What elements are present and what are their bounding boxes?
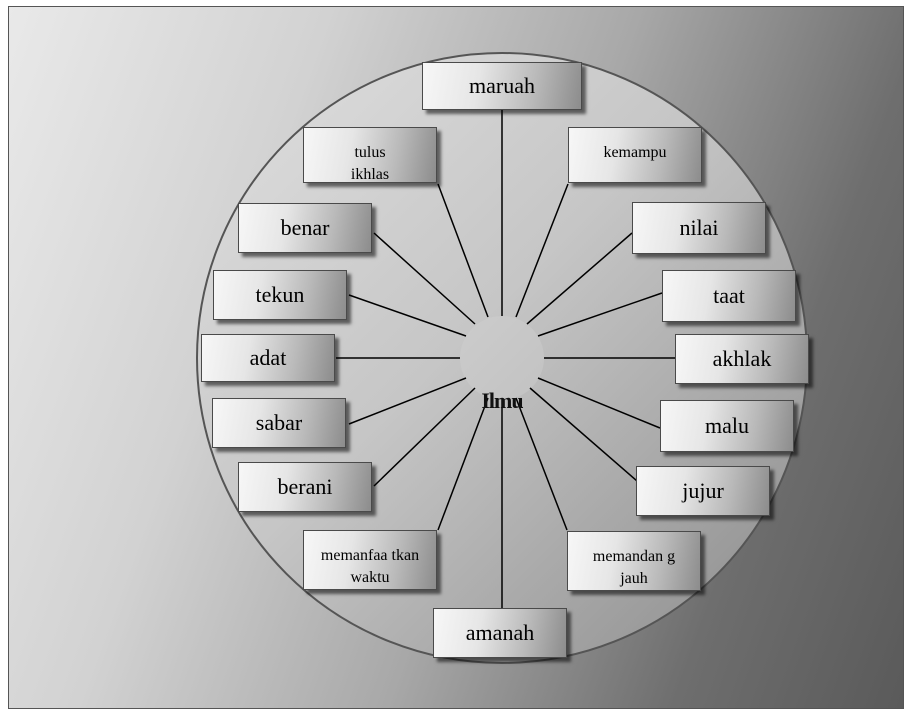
node-amanah [433, 608, 567, 658]
node-label: maruah [469, 73, 535, 98]
node-maruah [422, 62, 582, 110]
node-label: adat [249, 345, 287, 370]
node-label: nilai [679, 215, 719, 240]
node-benar [238, 203, 372, 253]
node-memandang-jauh [567, 531, 701, 591]
node-label: kemampu [603, 144, 667, 161]
node-tulus-ikhlas [303, 127, 437, 183]
node-berani [238, 462, 372, 512]
center-label: Ilmu [481, 388, 523, 413]
node-kemampuan [568, 127, 702, 183]
node-tekun [213, 270, 347, 320]
node-label: jujur [682, 478, 724, 503]
node-akhlak [675, 334, 809, 384]
node-label: akhlak [712, 346, 772, 371]
node-taat [662, 270, 796, 322]
node-malu [660, 400, 794, 452]
node-label: tekun [255, 282, 305, 307]
node-nilai [632, 202, 766, 254]
node-jujur [636, 466, 770, 516]
node-sabar [212, 398, 346, 448]
node-label: benar [280, 215, 330, 240]
node-adat [201, 334, 335, 382]
node-label: memanfaa tkan waktu [320, 547, 420, 586]
node-label: memandan g jauh [592, 548, 676, 587]
node-label: sabar [255, 410, 303, 435]
node-memanfaatkan-waktu [303, 530, 437, 590]
node-label: tulus ikhlas [350, 144, 390, 183]
node-label: taat [713, 283, 745, 308]
node-label: amanah [465, 620, 535, 645]
node-label: berani [277, 474, 333, 499]
node-label: malu [705, 413, 749, 438]
